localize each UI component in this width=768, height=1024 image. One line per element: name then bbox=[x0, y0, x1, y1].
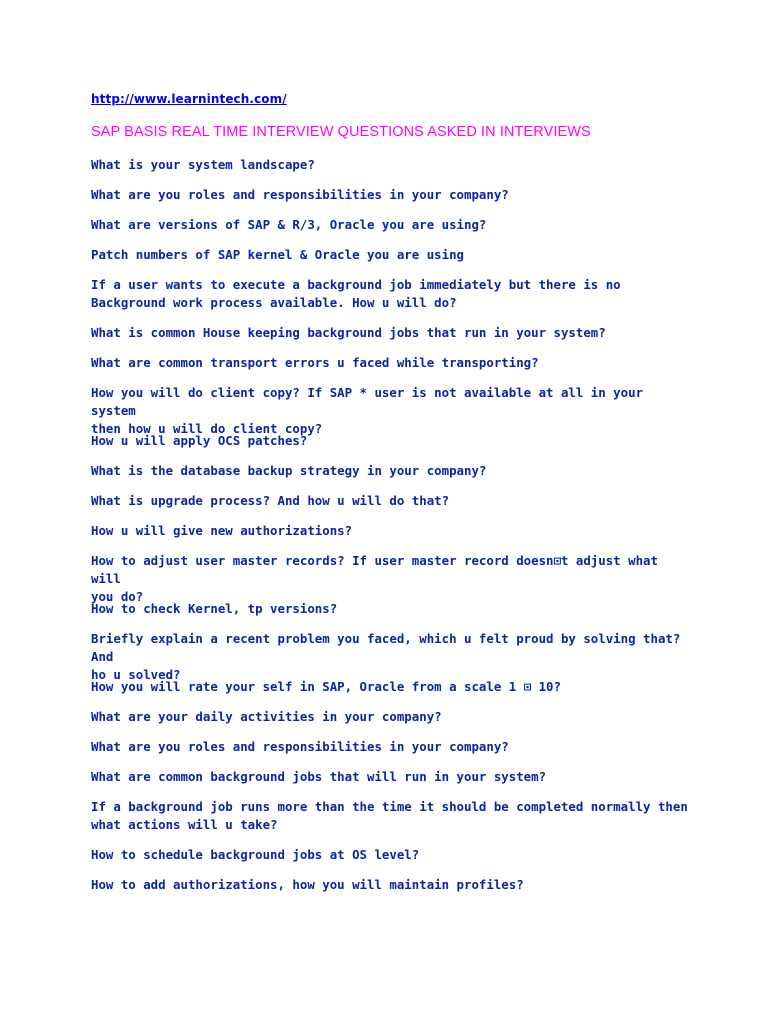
question-item: If a background job runs more than the time it should be completed normally then what actions will u take? bbox=[91, 799, 688, 832]
question-item: What is common House keeping background jobs that run in your system? bbox=[91, 325, 606, 340]
question-item: What are versions of SAP & R/3, Oracle you are using? bbox=[91, 217, 487, 232]
question-item: How to check Kernel, tp versions? bbox=[91, 601, 338, 616]
question-item: If a user wants to execute a background job immediately but there is no Background work process available. How u will do? bbox=[91, 277, 621, 310]
question-item: What are you roles and responsibilities in your company? bbox=[91, 739, 509, 754]
question-item: How to adjust user master records? If user master record doesn⊡t adjust what will you do? bbox=[91, 553, 658, 604]
question-item: How to add authorizations, how you will maintain profiles? bbox=[91, 877, 524, 892]
question-item: What is your system landscape? bbox=[91, 157, 315, 172]
question-item: Patch numbers of SAP kernel & Oracle you are using bbox=[91, 247, 464, 262]
document-title: SAP BASIS REAL TIME INTERVIEW QUESTIONS ASKED IN INTERVIEWS bbox=[91, 124, 591, 140]
question-item: How u will apply OCS patches? bbox=[91, 433, 308, 448]
question-item: How you will do client copy? If SAP * user is not available at all in your system then how u will do client copy? bbox=[91, 385, 644, 436]
question-item: How to schedule background jobs at OS level? bbox=[91, 847, 420, 862]
question-item: How you will rate your self in SAP, Oracle from a scale 1 ⊡ 10? bbox=[91, 679, 561, 694]
question-item: What are your daily activities in your company? bbox=[91, 709, 442, 724]
source-link[interactable]: http://www.learnintech.com/ bbox=[91, 92, 287, 106]
question-item: What are you roles and responsibilities in your company? bbox=[91, 187, 509, 202]
question-item: What are common background jobs that will run in your system? bbox=[91, 769, 547, 784]
question-item: What are common transport errors u faced while transporting? bbox=[91, 355, 539, 370]
question-item: What is the database backup strategy in your company? bbox=[91, 463, 487, 478]
question-item: How u will give new authorizations? bbox=[91, 523, 353, 538]
question-item: Briefly explain a recent problem you faced, which u felt proud by solving that? And ho u solved? bbox=[91, 631, 681, 682]
question-item: What is upgrade process? And how u will do that? bbox=[91, 493, 450, 508]
